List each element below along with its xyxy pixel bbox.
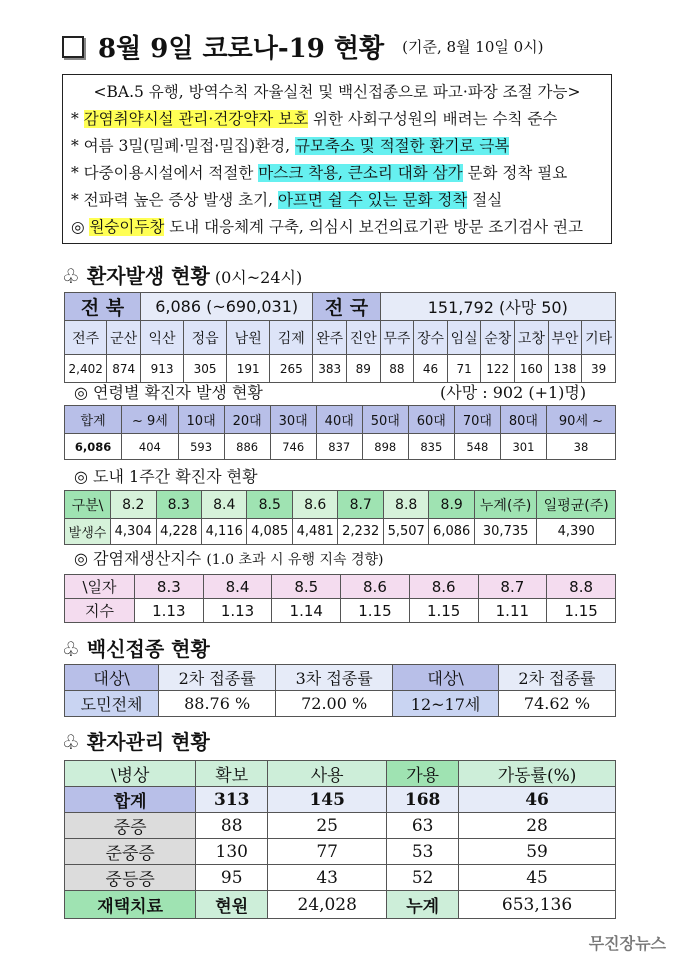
weekly-header: 8.9 (429, 491, 474, 519)
rt-value: 지수 (65, 599, 135, 623)
rt-value: 1.15 (547, 599, 616, 623)
rt-header: 8.4 (203, 575, 272, 599)
rt-value: 1.14 (272, 599, 341, 623)
region-name: 진안 (346, 321, 380, 355)
rt-value: 1.15 (409, 599, 478, 623)
beds-cell: 53 (387, 839, 459, 865)
notice-head: <BA.5 유행, 방역수칙 자율실천 및 백신접종으로 파고·파장 조절 가능> (93, 83, 581, 101)
beds-header: 가동률(%) (459, 761, 616, 787)
beds-cell: 63 (387, 813, 459, 839)
age-value: 837 (316, 434, 362, 460)
weekly-value: 4,085 (247, 519, 292, 545)
beds-header: 확보 (196, 761, 268, 787)
region-name: 무주 (380, 321, 414, 355)
age-value-row (65, 434, 616, 460)
age-header: 합계 (65, 406, 122, 434)
age-value: 835 (408, 434, 454, 460)
region-count: 191 (227, 355, 270, 383)
age-value: 746 (270, 434, 316, 460)
region-count: 89 (346, 355, 380, 383)
jb-value: 6,086 (~690,031) (140, 293, 312, 321)
beds-cell: 43 (268, 865, 387, 891)
beds-row (65, 787, 616, 813)
region-name: 전주 (65, 321, 107, 355)
weekly-value: 5,507 (383, 519, 428, 545)
beds-cell: 145 (268, 787, 387, 813)
weekly-header: 8.7 (338, 491, 383, 519)
region-name: 순창 (481, 321, 515, 355)
rt-table (64, 574, 616, 623)
age-death: (사망 : 902 (+1)명) (440, 383, 587, 402)
weekly-value: 4,116 (202, 519, 247, 545)
beds-cell: 46 (459, 787, 616, 813)
beds-row (65, 865, 616, 891)
beds-cell: 25 (268, 813, 387, 839)
region-count: 71 (447, 355, 481, 383)
notice-line-2: * 여름 3밀(밀폐·밀접·밀집)환경, 규모축소 및 적절한 환기로 극복 (71, 137, 510, 155)
weekly-value: 4,390 (537, 519, 616, 545)
rt-value: 1.13 (203, 599, 272, 623)
region-count: 305 (184, 355, 227, 383)
beds-cell: 중증 (65, 813, 196, 839)
region-count: 913 (140, 355, 183, 383)
region-name: 임실 (447, 321, 481, 355)
weekly-value: 6,086 (429, 519, 474, 545)
beds-cell: 59 (459, 839, 616, 865)
age-table (64, 405, 616, 460)
vaccine-header: 3차 접종률 (276, 665, 393, 691)
notice-line-5: ◎ 원숭이두창 도내 대응체계 구축, 의심시 보건의료기관 방문 조기검사 권고 (71, 218, 583, 236)
checkbox-icon (62, 36, 84, 58)
beds-cell: 준중증 (65, 839, 196, 865)
beds-header: \병상 (65, 761, 196, 787)
vaccine-header-row (65, 665, 616, 691)
rt-header: 8.7 (478, 575, 547, 599)
beds-cell: 130 (196, 839, 268, 865)
vaccine-value: 88.76 % (159, 691, 276, 717)
vaccine-header: 대상\ (65, 665, 159, 691)
beds-cell: 88 (196, 813, 268, 839)
age-value: 886 (224, 434, 270, 460)
rt-header: 8.6 (341, 575, 410, 599)
beds-cell: 313 (196, 787, 268, 813)
beds-cell: 45 (459, 865, 616, 891)
region-count: 39 (582, 355, 616, 383)
nat-label: 전 국 (313, 293, 380, 321)
weekly-table (64, 490, 616, 545)
weekly-value: 4,304 (111, 519, 156, 545)
patients-table (64, 292, 616, 383)
beds-cell: 합계 (65, 787, 196, 813)
region-name: 김제 (270, 321, 313, 355)
rt-header: 8.5 (272, 575, 341, 599)
age-header: 20대 (224, 406, 270, 434)
weekly-value: 2,232 (338, 519, 383, 545)
region-count: 265 (270, 355, 313, 383)
age-header: 40대 (316, 406, 362, 434)
region-count: 383 (313, 355, 347, 383)
age-value: 548 (454, 434, 500, 460)
age-header: 90세 ~ (546, 406, 615, 434)
weekly-header: 8.2 (111, 491, 156, 519)
weekly-header-row (65, 491, 616, 519)
notice-line-4: * 전파력 높은 증상 발생 초기, 아프면 쉴 수 있는 문화 정착 절실 (71, 191, 503, 209)
jb-label: 전 북 (65, 293, 141, 321)
vaccine-header: 2차 접종률 (159, 665, 276, 691)
rt-value: 1.11 (478, 599, 547, 623)
home-care-cell: 현원 (196, 891, 268, 919)
beds-cell: 28 (459, 813, 616, 839)
vaccine-value-row (65, 691, 616, 717)
patients-heading: ♧ 환자발생 현황 (0시~24시) (62, 264, 303, 288)
region-name: 부안 (548, 321, 582, 355)
weekly-header: 8.5 (247, 491, 292, 519)
region-count: 874 (107, 355, 141, 383)
rt-header: 8.6 (409, 575, 478, 599)
weekly-header: 8.8 (383, 491, 428, 519)
age-header: 80대 (500, 406, 546, 434)
region-name: 고창 (515, 321, 549, 355)
region-count: 138 (548, 355, 582, 383)
age-header: 30대 (270, 406, 316, 434)
region-name: 기타 (582, 321, 616, 355)
age-value: 593 (178, 434, 224, 460)
home-care-row (65, 891, 616, 919)
region-header-row (65, 321, 616, 355)
vaccine-header: 대상\ (393, 665, 499, 691)
region-name: 군산 (107, 321, 141, 355)
age-header: 50대 (362, 406, 408, 434)
vaccine-heading: ♧ 백신접종 현황 (62, 637, 210, 661)
weekly-header: 8.6 (292, 491, 337, 519)
home-care-cell: 재택치료 (65, 891, 196, 919)
beds-cell: 95 (196, 865, 268, 891)
notice-box (62, 74, 612, 244)
home-care-cell: 653,136 (459, 891, 616, 919)
region-name: 남원 (227, 321, 270, 355)
age-header: ~ 9세 (122, 406, 178, 434)
rt-value-row (65, 599, 616, 623)
beds-row (65, 813, 616, 839)
region-name: 익산 (140, 321, 183, 355)
weekly-value: 발생수 (65, 519, 111, 545)
page-title: 8월 9일 코로나-19 현황 (기준, 8월 10일 0시) (62, 28, 544, 65)
notice-line-1: * 감염취약시설 관리·건강약자 보호 위한 사회구성원의 배려는 수칙 준수 (71, 110, 558, 128)
rt-heading: ◎ 감염재생산지수 (1.0 초과 시 유행 지속 경향) (74, 549, 384, 568)
nat-value: 151,792 (사망 50) (380, 293, 615, 321)
weekly-header: 누계(주) (474, 491, 536, 519)
beds-header: 가용 (387, 761, 459, 787)
region-count: 160 (515, 355, 549, 383)
vaccine-value: 도민전체 (65, 691, 159, 717)
weekly-header: 8.3 (156, 491, 201, 519)
age-value: 301 (500, 434, 546, 460)
beds-header: 사용 (268, 761, 387, 787)
vaccine-value: 72.00 % (276, 691, 393, 717)
region-count: 2,402 (65, 355, 107, 383)
age-header: 70대 (454, 406, 500, 434)
vaccine-header: 2차 접종률 (498, 665, 615, 691)
weekly-header: 8.4 (202, 491, 247, 519)
region-count: 122 (481, 355, 515, 383)
age-value: 38 (546, 434, 615, 460)
home-care-cell: 24,028 (268, 891, 387, 919)
weekly-value: 30,735 (474, 519, 536, 545)
region-count: 46 (414, 355, 448, 383)
weekly-value-row (65, 519, 616, 545)
rt-header: \일자 (65, 575, 135, 599)
weekly-heading: ◎ 도내 1주간 확진자 현황 (74, 467, 258, 486)
age-value: 6,086 (65, 434, 122, 460)
age-value: 404 (122, 434, 178, 460)
weekly-header: 구분\ (65, 491, 111, 519)
rt-value: 1.13 (134, 599, 203, 623)
rt-header: 8.8 (547, 575, 616, 599)
beds-row (65, 839, 616, 865)
age-header: 60대 (408, 406, 454, 434)
region-count: 88 (380, 355, 414, 383)
beds-cell: 52 (387, 865, 459, 891)
region-name: 정읍 (184, 321, 227, 355)
notice-line-3: * 다중이용시설에서 적절한 마스크 착용, 큰소리 대화 삼가 문화 정착 필요 (71, 164, 568, 182)
vaccine-value: 12~17세 (393, 691, 499, 717)
age-value: 898 (362, 434, 408, 460)
region-count-row (65, 355, 616, 383)
beds-cell: 77 (268, 839, 387, 865)
beds-heading: ♧ 환자관리 현황 (62, 730, 210, 754)
home-care-cell: 누계 (387, 891, 459, 919)
beds-cell: 168 (387, 787, 459, 813)
age-heading: ◎ 연령별 확진자 발생 현황 (74, 383, 263, 402)
vaccine-value: 74.62 % (498, 691, 615, 717)
weekly-value: 4,481 (292, 519, 337, 545)
age-header: 10대 (178, 406, 224, 434)
rt-header-row (65, 575, 616, 599)
rt-value: 1.15 (341, 599, 410, 623)
watermark: 무진장뉴스 (588, 934, 666, 953)
rt-header: 8.3 (134, 575, 203, 599)
region-name: 완주 (313, 321, 347, 355)
beds-cell: 중등증 (65, 865, 196, 891)
beds-header-row (65, 761, 616, 787)
weekly-header: 일평균(주) (537, 491, 616, 519)
vaccine-table (64, 664, 616, 717)
beds-table (64, 760, 616, 919)
age-header-row (65, 406, 616, 434)
weekly-value: 4,228 (156, 519, 201, 545)
region-name: 장수 (414, 321, 448, 355)
